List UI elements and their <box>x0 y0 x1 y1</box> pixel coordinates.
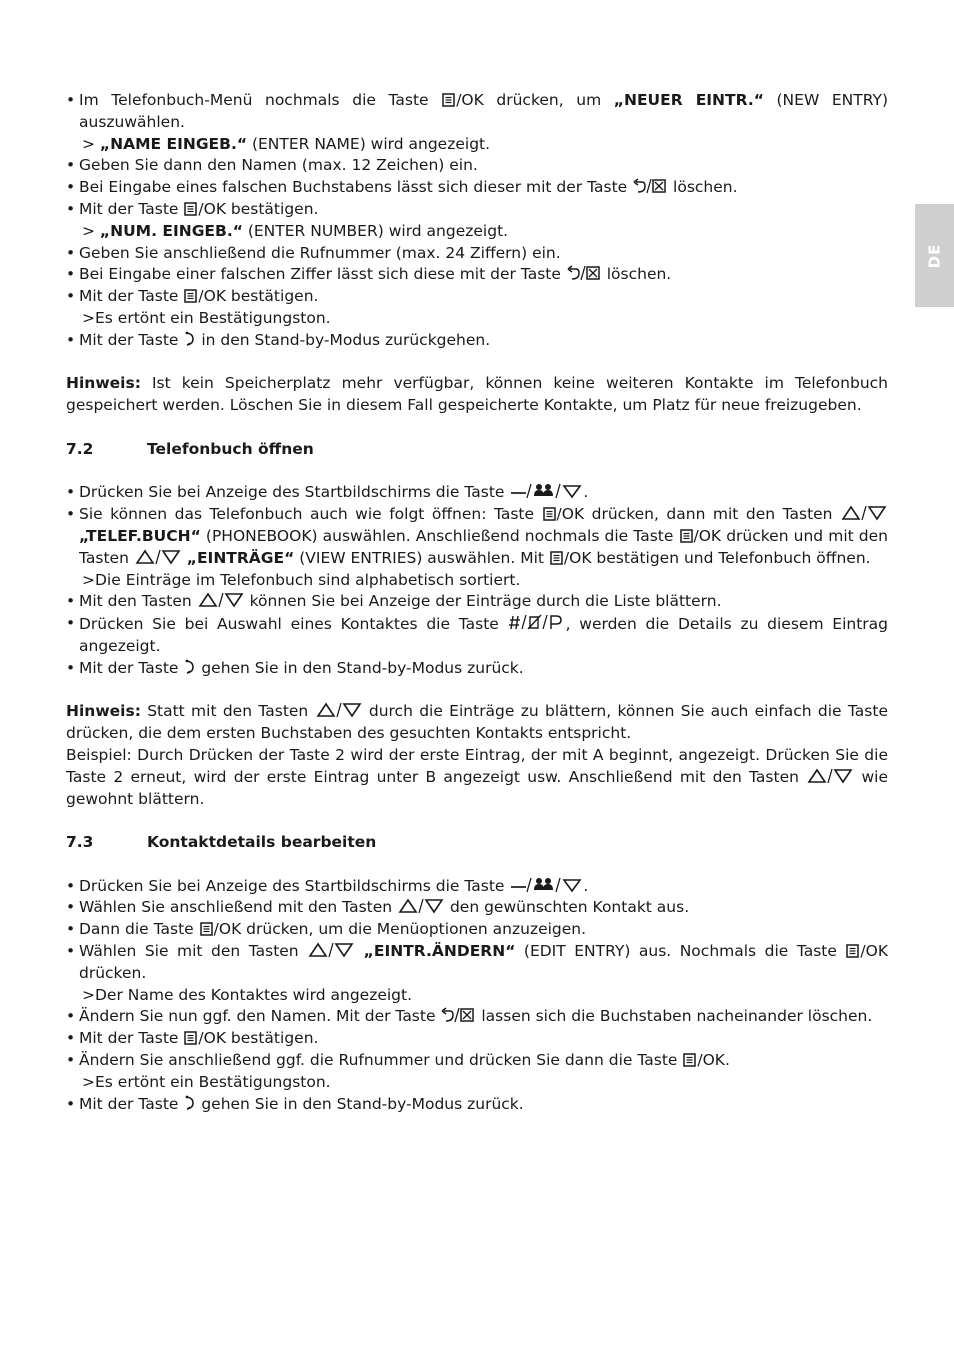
up-down-arrows-icon <box>398 898 444 914</box>
step-show-options: • Dann die Taste /OK drücken, um die Menüoptionen anzuzeigen. <box>66 919 888 941</box>
back-delete-key-icon <box>567 265 601 281</box>
up-down-arrows-icon <box>841 505 887 521</box>
step-return-standby-2: • Mit der Taste gehen Sie in den Stand-by-Modus zurück. <box>66 658 888 680</box>
step-edit-number: • Ändern Sie anschließend ggf. die Rufnummer und drücken Sie dann die Taste /OK. <box>66 1050 888 1072</box>
language-tab <box>915 204 954 307</box>
step-select-edit-entry: • Wählen Sie mit den Tasten „EINTR.ÄNDERN“ (EDIT ENTRY) aus. Nochmals die Taste /OK drücken. <box>66 941 888 985</box>
note-quick-search: Hinweis: Statt mit den Tasten durch die Einträge zu blättern, können Sie auch einfach die Taste drücken, die dem ersten Buchstaben des gesuchten Kontakts entspricht. <box>66 702 888 743</box>
menu-ok-key-icon <box>184 1031 197 1045</box>
note-memory-full: Hinweis: Ist kein Speicherplatz mehr verfügbar, können keine weiteren Kontakte im Telefonbuch gespeichert werden. Löschen Sie in diesem Fall gespeicherte Kontakte, um Platz für neue freizugeben. <box>66 374 888 415</box>
up-down-arrows-icon <box>135 549 181 565</box>
menu-ok-key-icon <box>184 202 197 216</box>
menu-ok-key-icon <box>680 529 693 543</box>
menu-ok-key-icon <box>550 551 563 565</box>
back-delete-key-icon <box>441 1007 475 1023</box>
step-open-phonebook-edit: • Drücken Sie bei Anzeige des Startbildschirms die Taste . <box>66 876 888 898</box>
step-confirm-edit: • Mit der Taste /OK bestätigen. <box>66 1028 888 1050</box>
menu-ok-key-icon <box>683 1053 696 1067</box>
step-scroll-list: • Mit den Tasten können Sie bei Anzeige der Einträge durch die Liste blättern. <box>66 591 888 613</box>
menu-ok-key-icon <box>184 289 197 303</box>
step-delete-letter: • Bei Eingabe eines falschen Buchstabens lässt sich dieser mit der Taste löschen. <box>66 177 888 199</box>
up-down-arrows-icon <box>198 592 244 608</box>
result-sorted-alphabetically: >Die Einträge im Telefonbuch sind alphabetisch sortiert. <box>82 570 521 589</box>
menu-ok-key-icon <box>846 944 859 958</box>
step-return-standby-3: • Mit der Taste gehen Sie in den Stand-by-Modus zurück. <box>66 1094 888 1116</box>
back-delete-key-icon <box>633 178 667 194</box>
phonebook-key-icon <box>510 483 582 499</box>
end-call-key-icon <box>184 1094 195 1111</box>
step-open-phonebook-alt: • Sie können das Telefonbuch auch wie folgt öffnen: Taste /OK drücken, dann mit den Tasten „TELEF.BUCH“ (PHONEBOOK) auswählen. Anschließend nochmals die Taste /OK drücken und mit den Tasten „EINTRÄGE“ (VIEW ENTRIES) auswählen. Mit /OK bestätigen und Telefonbuch öffnen. <box>66 504 888 569</box>
menu-ok-key-icon <box>543 507 556 521</box>
menu-ok-key-icon <box>442 93 455 107</box>
up-down-arrows-icon <box>316 702 362 718</box>
step-confirm-number: • Mit der Taste /OK bestätigen. <box>66 286 888 308</box>
section-heading-7-3: 7.3 Kontaktdetails bearbeiten <box>66 833 377 852</box>
step-select-new-entry: • Im Telefonbuch-Menü nochmals die Taste /OK drücken, um „NEUER EINTR.“ (NEW ENTRY) auszuwählen. <box>66 90 888 134</box>
step-delete-digit: • Bei Eingabe einer falschen Ziffer lässt sich diese mit der Taste löschen. <box>66 264 888 286</box>
step-enter-number: • Geben Sie anschließend die Rufnummer (max. 24 Ziffern) ein. <box>66 243 888 265</box>
section-heading-7-2: 7.2 Telefonbuch öffnen <box>66 439 314 458</box>
phonebook-key-icon <box>510 877 582 893</box>
note-example: Beispiel: Durch Drücken der Taste 2 wird der erste Eintrag, der mit A beginnt, angezeigt. Drücken Sie die Taste 2 erneut, wird der erste Eintrag unter B angezeigt usw. Anschließend mit den Tasten wie gewohnt blättern. <box>66 745 889 808</box>
step-open-phonebook: • Drücken Sie bei Anzeige des Startbildschirms die Taste . <box>66 482 888 504</box>
end-call-key-icon <box>184 330 195 347</box>
manual-page-content <box>66 90 888 1115</box>
up-down-arrows-icon <box>308 942 354 958</box>
end-call-key-icon <box>184 658 195 675</box>
step-confirm-name: • Mit der Taste /OK bestätigen. <box>66 199 888 221</box>
result-confirm-tone-2: >Es ertönt ein Bestätigungston. <box>82 1072 331 1091</box>
hash-mute-pause-key-icon <box>509 613 565 631</box>
result-enter-number: > „NUM. EINGEB.“ (ENTER NUMBER) wird angezeigt. <box>82 221 509 240</box>
menu-ok-key-icon <box>200 922 213 936</box>
step-select-contact: • Wählen Sie anschließend mit den Tasten den gewünschten Kontakt aus. <box>66 897 888 919</box>
language-tab-label: DE <box>925 243 944 268</box>
result-confirm-tone: >Es ertönt ein Bestätigungston. <box>82 308 331 327</box>
step-show-details: • Drücken Sie bei Auswahl eines Kontaktes die Taste , werden die Details zu diesem Eintrag angezeigt. <box>66 613 888 658</box>
step-enter-name: • Geben Sie dann den Namen (max. 12 Zeichen) ein. <box>66 155 888 177</box>
step-edit-name: • Ändern Sie nun ggf. den Namen. Mit der Taste lassen sich die Buchstaben nacheinander löschen. <box>66 1006 888 1028</box>
result-enter-name: > „NAME EINGEB.“ (ENTER NAME) wird angezeigt. <box>82 134 491 153</box>
up-down-arrows-icon <box>807 768 853 784</box>
result-name-shown: >Der Name des Kontaktes wird angezeigt. <box>82 985 413 1004</box>
step-return-standby: • Mit der Taste in den Stand-by-Modus zurückgehen. <box>66 330 888 352</box>
